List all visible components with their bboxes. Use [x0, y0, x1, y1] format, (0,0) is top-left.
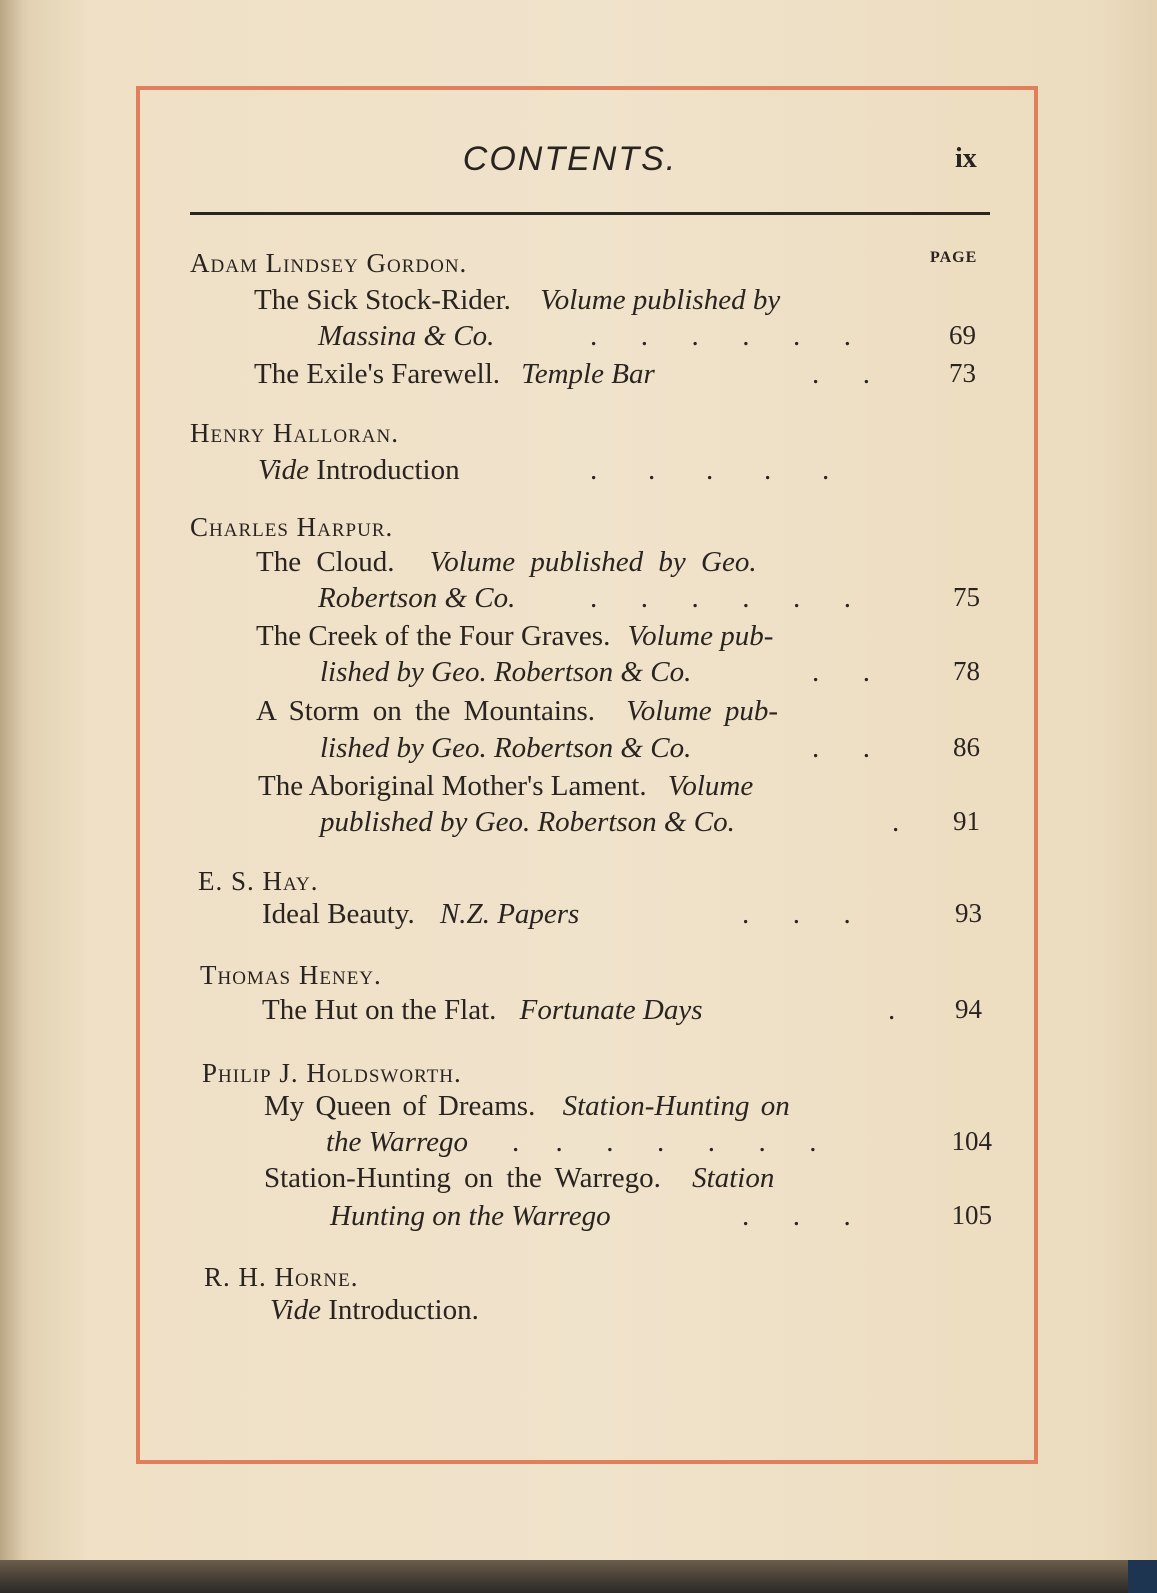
entry-line: [264, 1162, 774, 1195]
author-name: Charles Harpur.: [190, 512, 394, 542]
entry-source: Robertson & Co.: [318, 582, 516, 614]
entry-line: [270, 1294, 479, 1327]
leader-dots: . . .: [742, 898, 851, 930]
author-name: R. H. Horne.: [204, 1262, 359, 1292]
entry-page-number: 73: [949, 358, 976, 388]
entry-source: Volume published by: [540, 284, 781, 316]
book-bottom-edge: [0, 1560, 1157, 1593]
entry-title: A Storm on the Mountains.: [256, 695, 595, 727]
entry-source: Volume pub-: [627, 620, 774, 652]
author-name: E. S. Hay.: [198, 866, 319, 896]
entry-vide: Vide: [270, 1294, 321, 1326]
entry-page-number: 91: [953, 806, 980, 836]
page-number: ix: [955, 143, 977, 174]
leader-dots: . . . . . .: [590, 320, 851, 352]
entry-source: Temple Bar: [521, 358, 655, 390]
entry-title: The Aboriginal Mother's Lament.: [258, 770, 647, 802]
entry-line: [262, 994, 702, 1027]
entry-source: lished by Geo. Robertson & Co.: [320, 732, 692, 764]
entry-source: Hunting on the Warrego: [330, 1200, 611, 1232]
leader-dots: . . . . . .: [590, 582, 851, 614]
entry-page-number: 69: [949, 320, 976, 350]
entry-page-number: 78: [953, 656, 980, 686]
entry-page-number: 94: [955, 994, 982, 1024]
leader-dots: . . . . .: [590, 454, 830, 486]
entry-title: The Creek of the Four Graves.: [256, 620, 611, 652]
author-name: Philip J. Holdsworth.: [202, 1058, 462, 1088]
entry-line: [264, 1090, 790, 1123]
entry-line: [254, 358, 655, 391]
entry-source: N.Z. Papers: [439, 898, 580, 930]
leader-dots: . .: [812, 358, 870, 390]
leader-dots: . .: [812, 732, 870, 764]
leader-dots: . . . . . . .: [512, 1126, 817, 1158]
entry-line: [254, 284, 780, 317]
entry-title: The Hut on the Flat.: [262, 994, 497, 1026]
author-name: Thomas Heney.: [200, 960, 382, 990]
entry-page-number: 104: [951, 1126, 992, 1156]
entry-title: The Exile's Farewell.: [254, 358, 501, 390]
entry-source: Volume: [667, 770, 754, 802]
leader-dots: . .: [812, 656, 870, 688]
entry-source: Station: [692, 1162, 775, 1194]
entry-page-number: 105: [951, 1200, 992, 1230]
entry-title: Station-Hunting on the Warrego.: [264, 1162, 661, 1194]
entry-source: Volume pub-: [626, 695, 779, 727]
entry-line: [256, 695, 778, 728]
entry-line: [258, 454, 460, 487]
entry-source: Fortunate Days: [519, 994, 703, 1026]
entry-source: Volume published by Geo.: [429, 546, 757, 578]
background-corner: [1128, 1560, 1157, 1593]
entry-source: Station-Hunting on: [562, 1090, 790, 1122]
leader-dots: .: [888, 994, 896, 1026]
entry-line: [256, 620, 773, 653]
entry-page-number: 75: [953, 582, 980, 612]
book-spine-shadow: [0, 0, 22, 1593]
entry-source: the Warrego: [326, 1126, 469, 1158]
page-title: CONTENTS.: [462, 140, 678, 178]
entry-title: Introduction: [316, 454, 460, 486]
page-column-label: PAGE: [930, 249, 978, 266]
leader-dots: . . .: [742, 1200, 851, 1232]
entry-vide: Vide: [258, 454, 309, 486]
entry-title: Introduction.: [328, 1294, 479, 1326]
entry-page-number: 86: [953, 732, 980, 762]
entry-title: The Sick Stock-Rider.: [254, 284, 511, 316]
entry-title: The Cloud.: [256, 546, 395, 578]
leader-dots: .: [892, 806, 900, 838]
entry-source: published by Geo. Robertson & Co.: [320, 806, 735, 838]
author-name: Adam Lindsey Gordon.: [190, 248, 468, 278]
author-name: Henry Halloran.: [190, 418, 399, 448]
entry-source: Massina & Co.: [318, 320, 495, 352]
entry-line: [262, 898, 579, 931]
entry-source: lished by Geo. Robertson & Co.: [320, 656, 692, 688]
header-rule: [190, 212, 990, 215]
entry-page-number: 93: [955, 898, 982, 928]
entry-line: [258, 770, 753, 803]
entry-title: My Queen of Dreams.: [264, 1090, 536, 1122]
entry-line: [256, 546, 757, 579]
entry-title: Ideal Beauty.: [262, 898, 415, 930]
